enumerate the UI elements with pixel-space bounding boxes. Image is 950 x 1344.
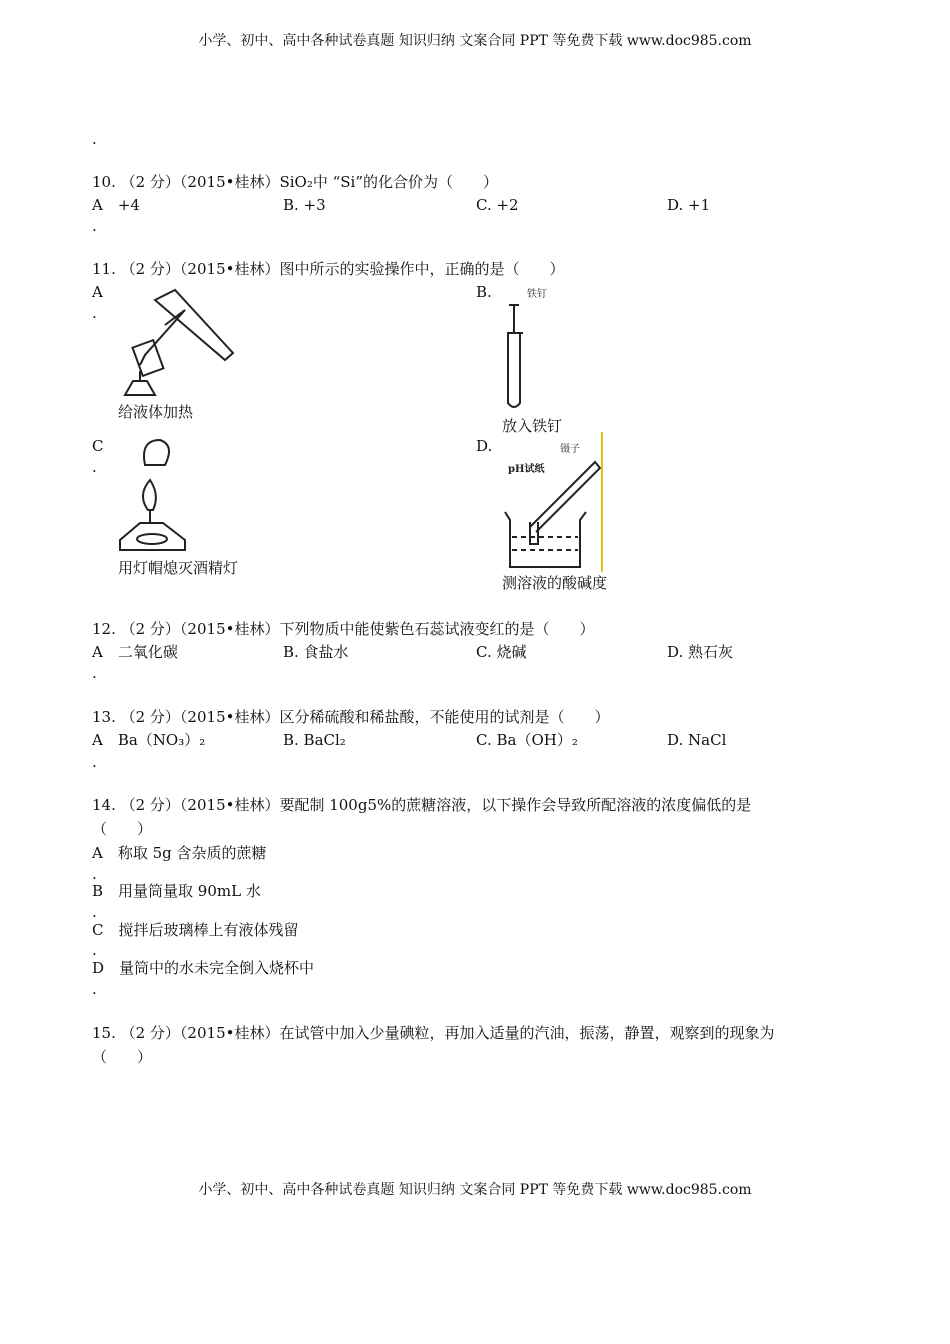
q11-b-caption: 放入铁钉 xyxy=(502,417,563,435)
heating-liquid-figure xyxy=(115,285,240,400)
q12-stem: 12. （2 分）（2015•桂林）下列物质中能使紫色石蕊试液变红的是（ ） xyxy=(92,620,595,638)
q11-d-caption: 测溶液的酸碱度 xyxy=(502,574,608,592)
q13-option-a: A Ba（NO₃）₂ xyxy=(92,731,206,749)
q13-option-b: B. BaCl₂ xyxy=(283,731,346,749)
q11-option-b: B. xyxy=(476,283,492,301)
page-footer: 小学、初中、高中各种试卷真题 知识归纳 文案合同 PPT 等免费下载 www.doc985.com xyxy=(198,1182,752,1198)
q14-stem: 14. （2 分）（2015•桂林）要配制 100g5%的蔗糖溶液，以下操作会导致所配溶液的浓度偏低的是 xyxy=(92,796,752,814)
q10-stem: 10. （2 分）（2015•桂林）SiO₂中 “Si”的化合价为（ ） xyxy=(92,173,499,191)
q14-option-c: C 搅拌后玻璃棒上有液体残留 xyxy=(92,921,299,939)
q13-option-d: D. NaCl xyxy=(667,731,727,749)
dot: . xyxy=(92,458,97,476)
q13-stem: 13. （2 分）（2015•桂林）区分稀硫酸和稀盐酸，不能使用的试剂是（ ） xyxy=(92,708,610,726)
dot: . xyxy=(92,941,97,959)
dot: . xyxy=(92,753,97,771)
q11-option-c: C xyxy=(92,437,104,455)
tweezers-label: 镊子 xyxy=(560,444,580,455)
test-tube-nail-figure xyxy=(495,283,565,413)
q10-option-a: A +4 xyxy=(92,196,140,214)
nail-label: 铁钉 xyxy=(527,289,547,300)
dot: . xyxy=(92,130,97,148)
dot: . xyxy=(92,304,97,322)
q14-option-b: B 用量筒量取 90mL 水 xyxy=(92,882,261,900)
alcohol-lamp-figure xyxy=(115,435,195,555)
q11-c-caption: 用灯帽熄灭酒精灯 xyxy=(118,559,239,577)
q11-option-d: D. xyxy=(476,437,493,455)
dot: . xyxy=(92,980,97,998)
q11-stem: 11. （2 分）（2015•桂林）图中所示的实验操作中，正确的是（ ） xyxy=(92,260,565,278)
q12-option-a: A 二氧化碳 xyxy=(92,643,178,661)
q15-paren: （ ） xyxy=(92,1048,153,1066)
q15-stem: 15. （2 分）（2015•桂林）在试管中加入少量碘粒，再加入适量的汽油，振荡，静置，观察到的现象为 xyxy=(92,1024,775,1042)
q10-option-c: C. +2 xyxy=(476,196,519,214)
q11-a-caption: 给液体加热 xyxy=(118,403,194,421)
q14-option-a: A 称取 5g 含杂质的蔗糖 xyxy=(92,844,267,862)
ph-test-figure xyxy=(500,432,610,572)
q12-option-d: D. 熟石灰 xyxy=(667,643,734,661)
q13-option-c: C. Ba（OH）₂ xyxy=(476,731,578,749)
q14-option-d: D 量筒中的水未完全倒入烧杯中 xyxy=(92,959,315,977)
ph-paper-label: pH试纸 xyxy=(508,464,545,475)
q14-paren: （ ） xyxy=(92,820,153,838)
dot: . xyxy=(92,664,97,682)
dot: . xyxy=(92,217,97,235)
dot: . xyxy=(92,903,97,921)
q12-option-b: B. 食盐水 xyxy=(283,643,349,661)
page-header: 小学、初中、高中各种试卷真题 知识归纳 文案合同 PPT 等免费下载 www.doc985.com xyxy=(198,33,752,49)
q11-option-a: A xyxy=(92,283,103,301)
q10-option-b: B. +3 xyxy=(283,196,326,214)
q10-option-d: D. +1 xyxy=(667,196,711,214)
q12-option-c: C. 烧碱 xyxy=(476,643,527,661)
dot: . xyxy=(92,865,97,883)
